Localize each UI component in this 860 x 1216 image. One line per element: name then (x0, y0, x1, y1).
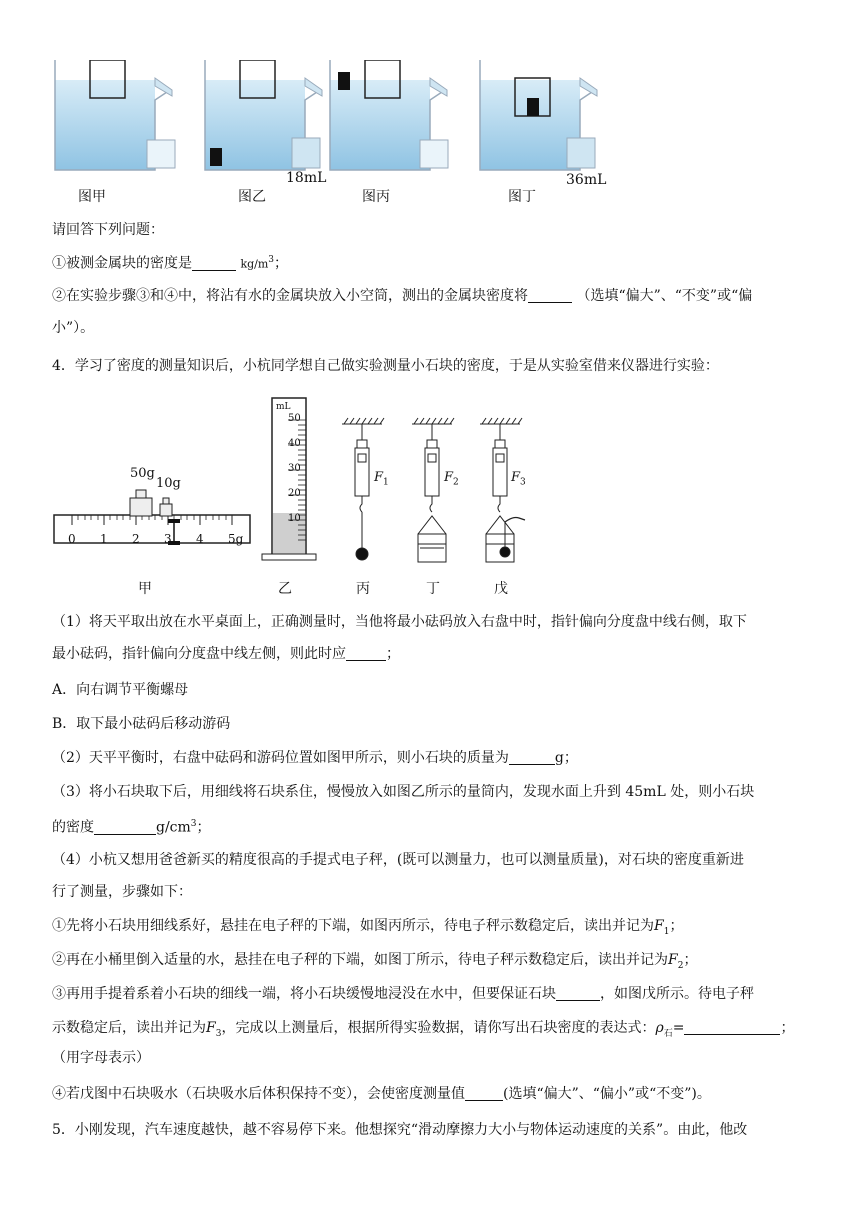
ruler-tick-1: 1 (100, 532, 108, 546)
q4-option-b: B．取下最小砝码后移动游码 (52, 716, 231, 732)
caption-ding-2: 丁 (426, 581, 440, 597)
answer-blank[interactable] (346, 646, 386, 661)
caption-yi: 图乙 (238, 189, 266, 205)
q5-title: 5．小刚发现，汽车速度越快，越不容易停下来。他想探究“滑动摩擦力大小与物体运动速度的关系”。由此，他改 (52, 1122, 748, 1138)
weight-50g-label: 50g (130, 466, 155, 481)
q3-part2-cont: 小”）。 (52, 320, 95, 336)
q4-step1: ①先将小石块用细线系好，悬挂在电子秤的下端，如图丙所示，待电子秤示数稳定后，读出并记为$F_1$； (52, 918, 684, 937)
q4-part4b: 行了测量，步骤如下： (52, 884, 192, 900)
weights (130, 490, 172, 516)
caption-yi-2: 乙 (278, 581, 292, 597)
force-f2-label: $F_2$ (444, 470, 459, 488)
overflow-can-figure (40, 60, 640, 190)
answer-blank[interactable] (528, 288, 572, 303)
ruler-tick-4: 4 (196, 532, 204, 546)
q4-step2: ②再在小桶里倒入适量的水，悬挂在电子秤的下端，如图丁所示，待电子秤示数稳定后，读出并记为$F_2$； (52, 952, 698, 971)
answer-blank[interactable] (509, 750, 555, 765)
scale-ding (412, 418, 454, 562)
q4-step4: ④若戊图中石块吸水（石块吸水后体积保持不变），会使密度测量值 (选填“偏大”、“偏小”或“不变”)。 (52, 1086, 711, 1102)
q4-step3a: ③再用手提着系着小石块的细线一端，将小石块缓慢地浸没在水中，但要保证石块 ，如图戊所示。待电子秤 (52, 986, 754, 1002)
q4-part3a: （3）将小石块取下后，用细线将石块系住，慢慢放入如图乙所示的量筒内，发现水面上升到 45mL 处，则小石块 (52, 784, 755, 800)
reading-18ml: 18mL (286, 170, 327, 186)
ruler-tick-2: 2 (132, 532, 140, 546)
q4-part2: （2）天平平衡时，右盘中砝码和游码位置如图甲所示，则小石块的质量为 g； (52, 750, 578, 766)
caption-wu-2: 戊 (494, 581, 508, 597)
ruler-tick-0: 0 (68, 532, 76, 546)
q3-part2: ②在实验步骤③和④中，将沾有水的金属块放入小空筒，测出的金属块密度将 （选填“偏大”、“不变”或“偏 (52, 288, 753, 304)
answer-blank[interactable] (192, 256, 236, 271)
caption-ding: 图丁 (508, 189, 536, 205)
caption-jia: 图甲 (78, 189, 106, 205)
cylinder-tick-30: 30 (288, 463, 301, 474)
caption-jia-2: 甲 (138, 581, 152, 597)
q3-part1: ①被测金属块的密度是 $kg/m^3$； (52, 255, 289, 272)
overflow-can-yi (205, 60, 322, 170)
cylinder-unit: mL (276, 402, 291, 412)
q4-part1b: 最小砝码，指针偏向分度盘中线左侧，则此时应 ； (52, 646, 400, 662)
answer-blank[interactable] (94, 820, 156, 835)
q4-part4a: （4）小杭又想用爸爸新买的精度很高的手提式电子秤，(既可以测量力，也可以测量质量)，对石块的密度重新进 (52, 852, 744, 868)
caption-bing: 图丙 (362, 189, 390, 205)
scale-wu (480, 418, 525, 562)
q4-step3c: （用字母表示） (52, 1050, 150, 1066)
intro-line: 请回答下列问题： (52, 222, 164, 238)
q4-part1a: （1）将天平取出放在水平桌面上，正确测量时，当他将最小砝码放入右盘中时，指针偏向分度盘中线右侧，取下 (52, 614, 747, 630)
q4-option-a: A．向右调节平衡螺母 (52, 682, 189, 698)
q4-step3b: 示数稳定后，读出并记为$F_3$，完成以上测量后，根据所得实验数据，请你写出石块密度的表达式：$\rho_石=$ ； (52, 1020, 795, 1039)
caption-bing-2: 丙 (356, 581, 370, 597)
scale-bing (342, 418, 384, 560)
cylinder-tick-40: 40 (288, 438, 301, 449)
reading-36ml: 36mL (566, 172, 607, 188)
overflow-can-ding (480, 60, 597, 170)
q4-title: 4．学习了密度的测量知识后，小杭同学想自己做实验测量小石块的密度，于是从实验室借来仪器进行实验： (52, 358, 719, 374)
answer-blank[interactable] (684, 1020, 780, 1035)
ruler-tick-5g: 5g (228, 532, 244, 546)
answer-blank[interactable] (556, 986, 600, 1001)
balance-ruler (54, 515, 250, 545)
cylinder-tick-20: 20 (288, 488, 301, 499)
answer-blank[interactable] (465, 1086, 503, 1101)
force-f1-label: $F_1$ (374, 470, 389, 488)
weight-10g-label: 10g (156, 476, 181, 491)
force-f3-label: $F_3$ (511, 470, 526, 488)
cylinder-tick-50: 50 (288, 413, 301, 424)
ruler-tick-3: 3 (164, 532, 172, 546)
overflow-can-jia (55, 60, 175, 170)
q4-part3b: 的密度 $g/cm^3$； (52, 819, 211, 836)
overflow-can-bing (330, 60, 448, 170)
cylinder-tick-10: 10 (288, 513, 301, 524)
